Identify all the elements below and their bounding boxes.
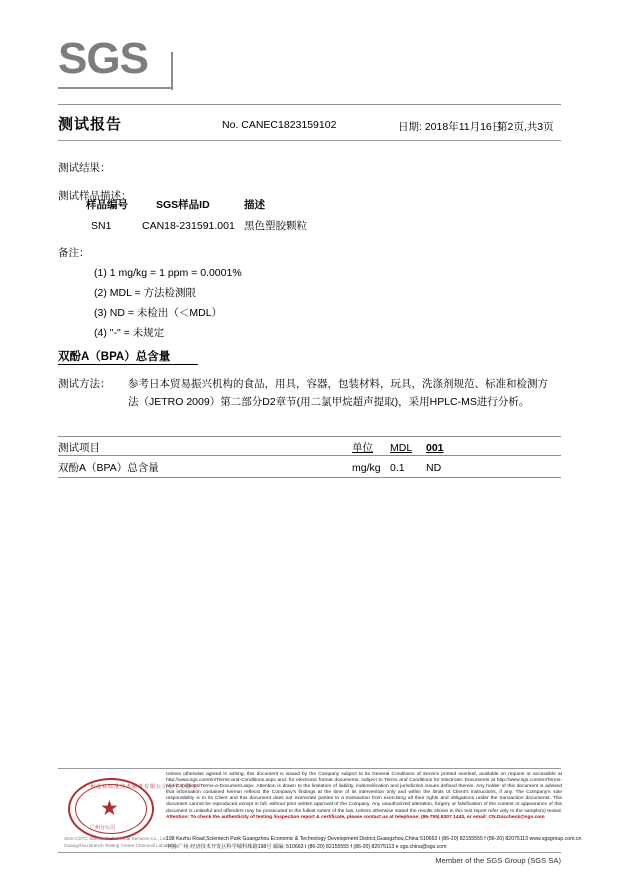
footer-address bbox=[166, 836, 582, 851]
result-table-top-rule bbox=[58, 436, 561, 437]
footer-address-cn: 中国·广州·经济技术开发区科学城科珠路198号 邮编: 510663 t (86-20) 82155555 f (86-20) 82075113 e sgs.china@sgs.com bbox=[166, 843, 447, 850]
method-line-1: 参考日本贸易振兴机构的食品，用具，容器，包装材料，玩具，洗涤剂规范、标准和检测方 bbox=[128, 378, 548, 390]
result-col-header-item: 测试项目 bbox=[58, 442, 100, 454]
sgs-logo bbox=[58, 36, 178, 88]
footer-divider bbox=[58, 768, 561, 769]
logo-underline bbox=[58, 87, 172, 89]
stamp-line-2: Guangzhou Branch Testing Centre Chemical Laboratory bbox=[64, 843, 179, 848]
sample-description-label: 测试样品描述： bbox=[58, 190, 132, 202]
star-icon: ★ bbox=[100, 797, 119, 820]
footer-email-text: or email: CN.Doccheck@sgs.com bbox=[466, 814, 545, 820]
report-date: 日期: 2018年11月16日 bbox=[398, 121, 503, 133]
sample-col-header-no: 样品编号 bbox=[86, 199, 128, 211]
logo-tick bbox=[171, 52, 173, 90]
result-col-header-mdl: MDL bbox=[390, 442, 413, 454]
results-label: 测试结果： bbox=[58, 162, 111, 174]
section-heading: 双酚A（BPA）总含量 bbox=[58, 351, 171, 363]
result-table-bottom-rule bbox=[58, 477, 561, 478]
footer-disclaimer-text: Unless otherwise agreed in writing, this document is issued by the Company subject to its General Conditions of Service printed overleaf, available on request or accessible at http://www.sgs.com/en/Terms-and-Conditions.aspx and, for electronic format documents, subject to Terms and Conditions for Electronic Documents at http://www.sgs.com/en/Terms-and-Conditions/Terms-e-Document.aspx. Attention is drawn to the limitation of liability, indemnification and jurisdiction issues defined therein. Any holder of this document is advised that information contained hereon reflects the Company's findings at the time of its intervention only and within the limits of Client's instructions, if any. The Company's sole responsibility is to its Client and this document does not exonerate parties to a transaction from exercising all their rights and obligations under the transaction documents. This document cannot be reproduced except in full, without prior written approval of the Company. Any unauthorized alteration, forgery or falsification of the content or appearance of this document is unlawful and offenders may be prosecuted to the fullest extent of the law. Unless otherwise stated the results shown in this test report refer only to the sample(s) tested. bbox=[166, 772, 562, 814]
report-number: No. CANEC1823159102 bbox=[222, 119, 337, 131]
sample-col-header-desc: 描述 bbox=[244, 199, 265, 211]
stamp-branch-text: 广州分公司 bbox=[90, 825, 116, 831]
page-title: 测试报告 bbox=[58, 116, 123, 133]
note-item-2: (2) MDL = 方法检测限 bbox=[94, 287, 196, 299]
sample-row-desc: 黑色塑胶颗粒 bbox=[244, 220, 307, 232]
result-row-mdl: 0.1 bbox=[390, 462, 405, 474]
sample-row-no: SN1 bbox=[91, 220, 112, 232]
result-col-header-001: 001 bbox=[426, 442, 444, 454]
note-item-1: (1) 1 mg/kg = 1 ppm = 0.0001% bbox=[94, 267, 242, 279]
sgs-logo-text: SGS bbox=[58, 34, 148, 83]
section-heading-underline bbox=[58, 364, 198, 365]
footer-disclaimer bbox=[166, 772, 562, 821]
result-table-mid-rule bbox=[58, 455, 561, 456]
sample-col-header-id: SGS样品ID bbox=[156, 199, 210, 211]
note-item-3: (3) ND = 未检出（＜MDL） bbox=[94, 307, 223, 319]
stamp-line-1: SGS-CSTC Standards Technical Services Co., Ltd. bbox=[64, 836, 168, 841]
footer-attention-text: Attention: To check the authenticity of testing /inspection report & certificate, please contact us at telephone: (86-755) 8307 1443, bbox=[166, 814, 466, 820]
footer-bottom-divider bbox=[58, 852, 561, 853]
footer-address-en: 198 Kezhu Road,Scientech Park Guangzhou Economic & Technology Development District,Guangzhou,China 510663 t (86-20) 82155555 f (86-20) 82075113 www.sgsgroup.com.cn bbox=[166, 836, 582, 842]
company-stamp bbox=[64, 776, 199, 848]
result-row-value: ND bbox=[426, 462, 442, 474]
method-label: 测试方法： bbox=[58, 378, 111, 390]
title-divider bbox=[58, 140, 561, 141]
method-line-2: 法（JETRO 2009）第二部分D2章节(用二氯甲烷超声提取)，采用HPLC-MS进行分析。 bbox=[128, 396, 530, 408]
footer-member-text: Member of the SGS Group (SGS SA) bbox=[435, 856, 561, 865]
notes-label: 备注： bbox=[58, 247, 90, 259]
sample-row-id: CAN18-231591.001 bbox=[142, 220, 235, 232]
header-divider bbox=[58, 104, 561, 105]
result-col-header-unit: 单位 bbox=[352, 442, 373, 454]
result-row-item: 双酚A（BPA）总含量 bbox=[58, 462, 159, 474]
stamp-ring-text: 广州通标标准技术服务有限公司化学实验室 bbox=[84, 784, 199, 790]
result-row-unit: mg/kg bbox=[352, 462, 381, 474]
note-item-4: (4) "-" = 未规定 bbox=[94, 327, 165, 339]
page-number: 第2页,共3页 bbox=[497, 121, 554, 133]
